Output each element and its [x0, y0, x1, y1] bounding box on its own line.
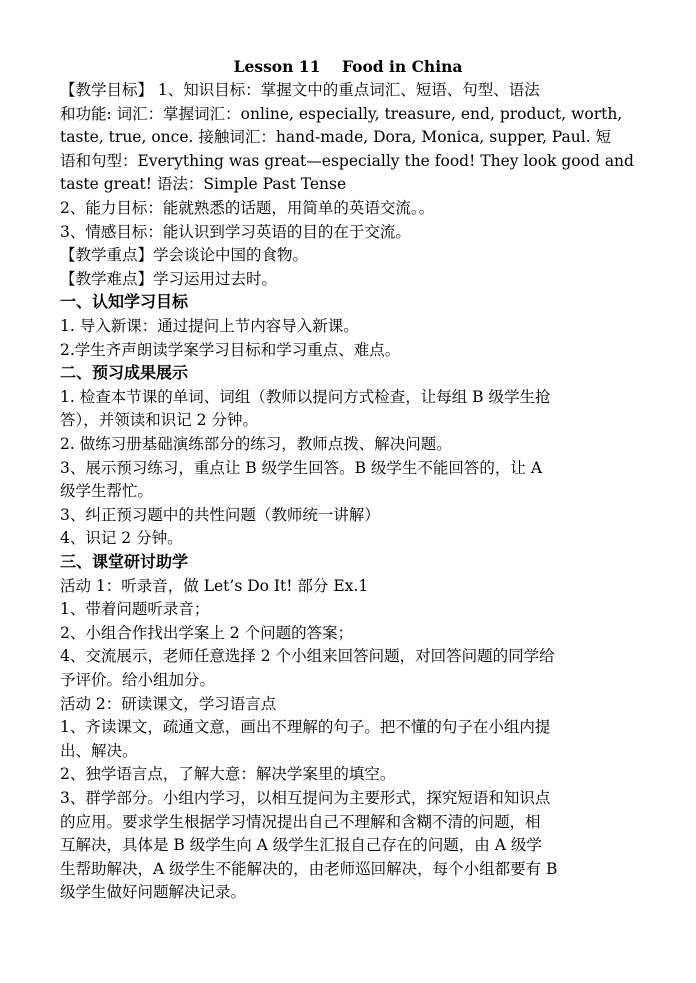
text-line: 2. 做练习册基础演练部分的练习，教师点拨、解决问题。: [60, 435, 452, 453]
text-line: 3、情感目标：能认识到学习英语的目的在于交流。: [60, 222, 411, 241]
text-line: 2.学生齐声朗读学案学习目标和学习重点、难点。: [60, 340, 401, 359]
text-line: 和功能: 词汇：掌握词汇：online, especially, treasure, end, product, worth,: [60, 104, 623, 123]
text-line: 3、展示预习练习，重点让 B 级学生回答。B 级学生不能回答的，让 A: [60, 458, 543, 477]
text-line: 4、交流展示，老师任意选择 2 个小组来回答问题，对回答问题的同学给: [60, 647, 555, 666]
text-line: 2、独学语言点，了解大意：解决学案里的填空。: [60, 765, 396, 784]
text-line: 【教学重点】学会谈论中国的食物。: [60, 246, 309, 265]
text-line: 1、齐读课文，疏通文意，画出不理解的句子。把不懂的句子在小组内提: [60, 718, 551, 737]
text-line: 1. 导入新课：通过提问上节内容导入新课。: [60, 317, 359, 335]
text-line: 级学生做好问题解决记录。: [60, 883, 247, 902]
text-line: 的应用。要求学生根据学习情况提出自己不理解和含糊不清的问题，相: [60, 812, 541, 831]
text-line: 予评价。给小组加分。: [60, 671, 216, 689]
text-line: 1、带着问题听录音；: [60, 600, 210, 619]
text-line: taste, true, once. 接触词汇：hand-made, Dora, Monica, supper, Paul. 短: [60, 128, 612, 147]
text-line: 3、纠正预习题中的共性问题（教师统一讲解）: [60, 505, 380, 524]
text-line: 级学生帮忙。: [60, 482, 154, 501]
text-line: 活动 1：听录音，做 Let’s Do It! 部分 Ex.1: [60, 576, 369, 595]
text-line: 2、能力目标：能就熟悉的话题，用简单的英语交流。。: [60, 199, 435, 217]
lesson-title: Lesson 11 Food in China: [233, 57, 463, 76]
text-line: 1. 检查本节课的单词、词组（教师以提问方式检查，让每组 B 级学生抢: [60, 387, 551, 406]
text-line: 4、识记 2 分钟。: [60, 529, 183, 548]
text-line: 3、群学部分。小组内学习，以相互提问为主要形式，探究短语和知识点: [60, 789, 551, 807]
text-line: 2、小组合作找出学案上 2 个问题的答案；: [60, 623, 354, 642]
section-heading: 三、课堂研讨助学: [60, 552, 189, 571]
section-heading: 一、认知学习目标: [60, 292, 189, 312]
text-line: 生帮助解决，A 级学生不能解决的，由老师巡回解决，每个小组都要有 B: [60, 859, 558, 878]
text-line: 活动 2：研读课文，学习语言点: [60, 694, 277, 713]
text-line: 答），并领读和识记 2 分钟。: [60, 411, 258, 430]
text-line: 语和句型：Everything was great—especially the food! They look good and: [60, 151, 634, 170]
text-line: taste great! 语法：Simple Past Tense: [60, 175, 347, 194]
section-heading: 二、预习成果展示: [60, 363, 189, 383]
text-line: 【教学难点】学习运用过去时。: [60, 269, 278, 288]
text-line: 出、解决。: [60, 741, 138, 760]
text-line: 互解决，具体是 B 级学生向 A 级学生汇报自己存在的问题，由 A 级学: [60, 836, 542, 855]
text-line: 【教学目标】 1、知识目标：掌握文中的重点词汇、短语、句型、语法: [60, 81, 540, 99]
